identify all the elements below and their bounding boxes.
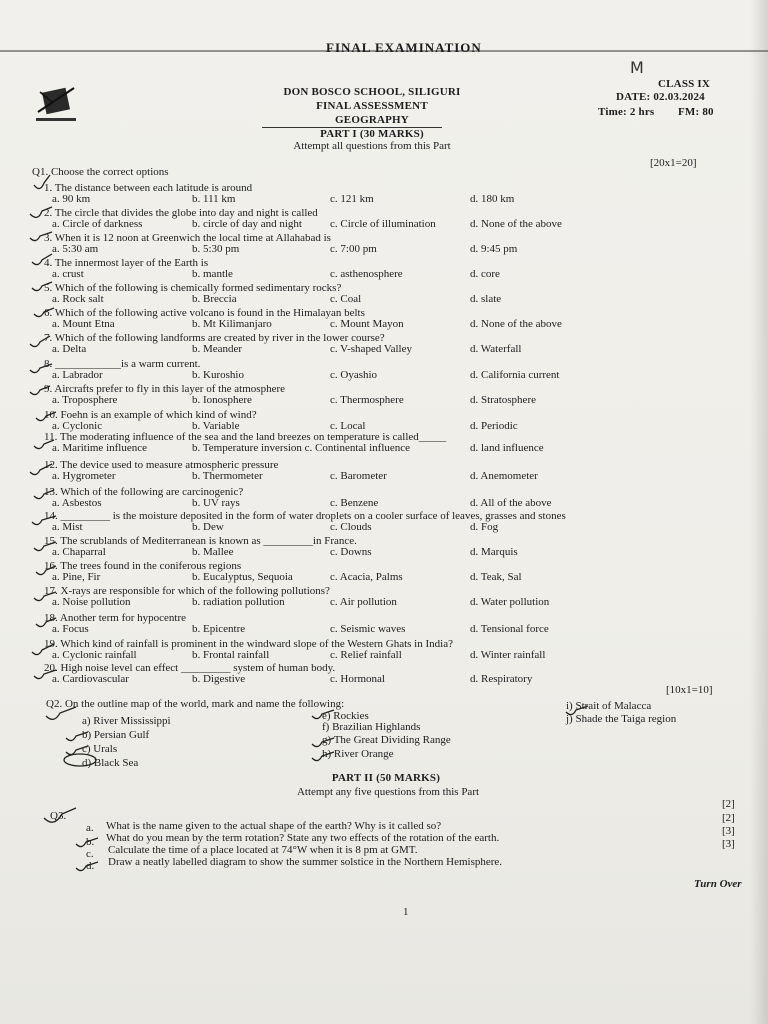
mcq-option-a: a. Delta xyxy=(52,343,87,355)
mcq-option-a: a. 90 km xyxy=(52,193,91,205)
mcq-option-a: a. Mount Etna xyxy=(52,318,115,330)
q3-label: Q3. xyxy=(50,810,67,822)
mcq-question: 11. The moderating influence of the sea and the land breezes on temperature is called_____ xyxy=(44,431,447,443)
q2-item-a: a) River Mississippi xyxy=(82,715,171,727)
part1-instruction: Attempt all questions from this Part xyxy=(293,140,451,152)
mcq-question: 6. Which of the following active volcano is found in the Himalayan belts xyxy=(44,307,365,319)
mcq-option-c: c. Acacia, Palms xyxy=(330,571,403,583)
mcq-option-c: c. Oyashio xyxy=(330,369,378,381)
mcq-option-b: b. mantle xyxy=(192,268,233,280)
part2-instruction: Attempt any five questions from this Part xyxy=(296,786,480,798)
school-logo-icon xyxy=(34,82,78,126)
mcq-question: 17. X-rays are responsible for which of the following pollutions? xyxy=(44,585,330,597)
mcq-question: 1. The distance between each latitude is around xyxy=(44,182,253,194)
mcq-option-a: a. Labrador xyxy=(52,369,103,381)
mcq-question: 16. The trees found in the coniferous regions xyxy=(44,560,242,572)
mcq-option-a: a. Noise pollution xyxy=(52,596,131,608)
mcq-option-b: b. Eucalyptus, Sequoia xyxy=(192,571,293,583)
mcq-option-d: d. Respiratory xyxy=(470,673,533,685)
date-label: DATE: 02.03.2024 xyxy=(616,91,705,103)
mcq-option-b: b. Ionosphere xyxy=(192,394,252,406)
q1-title: Q1. Choose the correct options xyxy=(32,166,169,178)
q2-item-e: e) Rockies xyxy=(322,710,369,722)
mcq-option-a: a. Cardiovascular xyxy=(52,673,129,685)
mcq-option-c: c. Thermosphere xyxy=(330,394,404,406)
mcq-option-d: d. Periodic xyxy=(470,420,518,432)
turn-over-note: Turn Over xyxy=(694,878,742,890)
mcq-option-d: d. Fog xyxy=(470,521,499,533)
mcq-option-c: c. Mount Mayon xyxy=(330,318,404,330)
mcq-option-d: d. Anemometer xyxy=(470,470,538,482)
mcq-option-a: a. Pine, Fir xyxy=(52,571,101,583)
q2-item-h: h) River Orange xyxy=(322,748,394,760)
mcq-option-b: b. Mt Kilimanjaro xyxy=(192,318,272,330)
mcq-option-c: c. Benzene xyxy=(330,497,379,509)
part2-title: PART II (50 MARKS) xyxy=(331,772,441,784)
q2-item-i: i) Strait of Malacca xyxy=(566,700,652,712)
mcq-option-b: b. Meander xyxy=(192,343,243,355)
mcq-option-d: d. Water pollution xyxy=(470,596,550,608)
mcq-option-d: d. All of the above xyxy=(470,497,552,509)
time-label: Time: 2 hrs xyxy=(598,106,655,118)
q3c-text: Calculate the time of a place located at 74°W when it is 8 pm at GMT. xyxy=(108,844,418,856)
mcq-option-c: c. Relief rainfall xyxy=(330,649,402,661)
school-name: DON BOSCO SCHOOL, SILIGURI xyxy=(283,86,461,98)
handwritten-mark: M xyxy=(630,58,644,77)
mcq-question: 19. Which kind of rainfall is prominent in the windward slope of the Western Ghats in India? xyxy=(44,638,453,650)
mcq-option-b: b. Mallee xyxy=(192,546,234,558)
exam-banner: FINAL EXAMINATION xyxy=(326,40,482,55)
mcq-option-a: a. Hygrometer xyxy=(52,470,116,482)
q2-item-c: c) Urals xyxy=(82,743,118,755)
mcq-option-d: d. 9:45 pm xyxy=(470,243,518,255)
page-number: 1 xyxy=(403,906,409,918)
mcq-question: 4. The innermost layer of the Earth is xyxy=(44,257,209,269)
q3b-marks: [2] xyxy=(722,812,735,824)
mcq-option-c: c. Air pollution xyxy=(330,596,397,608)
q3d-label: d. xyxy=(86,860,95,872)
mcq-option-b: b. Variable xyxy=(192,420,240,432)
mcq-option-c: c. Circle of illumination xyxy=(330,218,436,230)
q3a-text: What is the name given to the actual shape of the earth? Why is it called so? xyxy=(106,820,442,832)
q2-title: Q2. On the outline map of the world, mark and name the following: xyxy=(46,698,345,710)
q3a-label: a. xyxy=(86,822,94,834)
mcq-question: 8. ____________is a warm current. xyxy=(44,358,201,370)
mcq-option-d: d. None of the above xyxy=(470,318,562,330)
mcq-option-c: c. Local xyxy=(330,420,366,432)
assessment-title: FINAL ASSESSMENT xyxy=(316,100,428,112)
mcq-option-a: a. Focus xyxy=(52,623,89,635)
mcq-option-c: c. 121 km xyxy=(330,193,374,205)
mcq-option-b: b. Thermometer xyxy=(192,470,263,482)
mcq-option-a: a. Cyclonic xyxy=(52,420,103,432)
mcq-question: 18. Another term for hypocentre xyxy=(44,612,187,624)
q2-item-d: d) Black Sea xyxy=(82,757,139,769)
mcq-option-d: d. 180 km xyxy=(470,193,515,205)
mcq-question: 9. Aircrafts prefer to fly in this layer of the atmosphere xyxy=(44,383,286,395)
q1-marks: [20x1=20] xyxy=(650,157,697,169)
mcq-option-d: d. Stratosphere xyxy=(470,394,536,406)
q2-item-f: f) Brazilian Highlands xyxy=(322,721,421,733)
mcq-option-b: b. Epicentre xyxy=(192,623,246,635)
mcq-option-c: c. asthenosphere xyxy=(330,268,403,280)
q3c-label: c. xyxy=(86,848,94,860)
mcq-option-d: d. land influence xyxy=(470,442,544,454)
mcq-option-b: b. Temperature inversion c. Continental influence xyxy=(192,442,411,454)
mcq-option-a: a. Mist xyxy=(52,521,83,533)
mcq-option-c: c. Barometer xyxy=(330,470,387,482)
mcq-option-b: b. 111 km xyxy=(192,193,236,205)
class-label: CLASS IX xyxy=(658,78,711,90)
mcq-option-a: a. 5:30 am xyxy=(52,243,99,255)
mcq-option-d: d. Marquis xyxy=(470,546,518,558)
q3b-label: b. xyxy=(86,836,95,848)
mcq-option-b: b. Breccia xyxy=(192,293,237,305)
mcq-option-c: c. Coal xyxy=(330,293,362,305)
mcq-option-d: d. Teak, Sal xyxy=(470,571,522,583)
mcq-option-d: d. California current xyxy=(470,369,560,381)
mcq-option-b: b. Frontal rainfall xyxy=(192,649,270,661)
mcq-question: 13. Which of the following are carcinogenic? xyxy=(44,486,244,498)
mcq-option-a: a. Troposphere xyxy=(52,394,118,406)
q2-item-g: g) The Great Dividing Range xyxy=(322,734,451,746)
mcq-question: 10. Foehn is an example of which kind of wind? xyxy=(44,409,257,421)
mcq-option-d: d. slate xyxy=(470,293,502,305)
mcq-option-a: a. crust xyxy=(52,268,84,280)
page-edge-shadow xyxy=(750,0,768,1024)
mcq-option-a: a. Circle of darkness xyxy=(52,218,143,230)
full-marks-label: FM: 80 xyxy=(678,106,714,118)
mcq-option-b: b. UV rays xyxy=(192,497,240,509)
mcq-question: 20. High noise level can effect _________ system of human body. xyxy=(44,662,336,674)
mcq-option-a: a. Asbestos xyxy=(52,497,102,509)
mcq-option-a: a. Rock salt xyxy=(52,293,104,305)
mcq-option-d: d. core xyxy=(470,268,500,280)
q2-marks: [10x1=10] xyxy=(666,684,713,696)
q3b-text: What do you mean by the term rotation? State any two effects of the rotation of the earth. xyxy=(106,832,500,844)
mcq-question: 14. _________ is the moisture deposited in the form of water droplets on a cooler surface of leaves, grasses and stones xyxy=(44,510,566,522)
mcq-option-a: a. Maritime influence xyxy=(52,442,147,454)
q2-item-j: j) Shade the Taiga region xyxy=(566,713,677,725)
mcq-option-b: b. 5:30 pm xyxy=(192,243,240,255)
mcq-option-a: a. Chaparral xyxy=(52,546,106,558)
part1-title: PART I (30 MARKS) xyxy=(320,128,424,140)
mcq-option-b: b. Dew xyxy=(192,521,224,533)
mcq-option-d: d. Winter rainfall xyxy=(470,649,546,661)
mcq-option-b: b. circle of day and night xyxy=(192,218,302,230)
q3c-marks: [3] xyxy=(722,825,735,837)
mcq-question: 12. The device used to measure atmospheric pressure xyxy=(44,459,279,471)
mcq-question: 3. When it is 12 noon at Greenwich the local time at Allahabad is xyxy=(44,232,331,244)
q2-item-b: b) Persian Gulf xyxy=(82,729,150,741)
mcq-option-c: c. Clouds xyxy=(330,521,372,533)
mcq-option-b: b. Digestive xyxy=(192,673,246,685)
mcq-option-b: b. radiation pollution xyxy=(192,596,285,608)
mcq-option-c: c. 7:00 pm xyxy=(330,243,377,255)
mcq-option-b: b. Kuroshio xyxy=(192,369,244,381)
mcq-option-c: c. Seismic waves xyxy=(330,623,406,635)
mcq-option-a: a. Cyclonic rainfall xyxy=(52,649,137,661)
mcq-option-d: d. None of the above xyxy=(470,218,562,230)
mcq-option-d: d. Waterfall xyxy=(470,343,522,355)
mcq-question: 7. Which of the following landforms are created by river in the lower course? xyxy=(44,332,385,344)
mcq-question: 5. Which of the following is chemically formed sedimentary rocks? xyxy=(44,282,342,294)
mcq-option-c: c. Hormonal xyxy=(330,673,385,685)
q3a-marks: [2] xyxy=(722,798,735,810)
subject-title: GEOGRAPHY xyxy=(335,114,409,126)
mcq-option-d: d. Tensional force xyxy=(470,623,549,635)
mcq-option-c: c. Downs xyxy=(330,546,372,558)
mcq-option-c: c. V-shaped Valley xyxy=(330,343,412,355)
q3d-marks: [3] xyxy=(722,838,735,850)
mcq-question: 2. The circle that divides the globe into day and night is called xyxy=(44,207,318,219)
q3d-text: Draw a neatly labelled diagram to show the summer solstice in the Northern Hemisphere. xyxy=(108,856,503,868)
mcq-question: 15. The scrublands of Mediterranean is known as _________in France. xyxy=(44,535,357,547)
